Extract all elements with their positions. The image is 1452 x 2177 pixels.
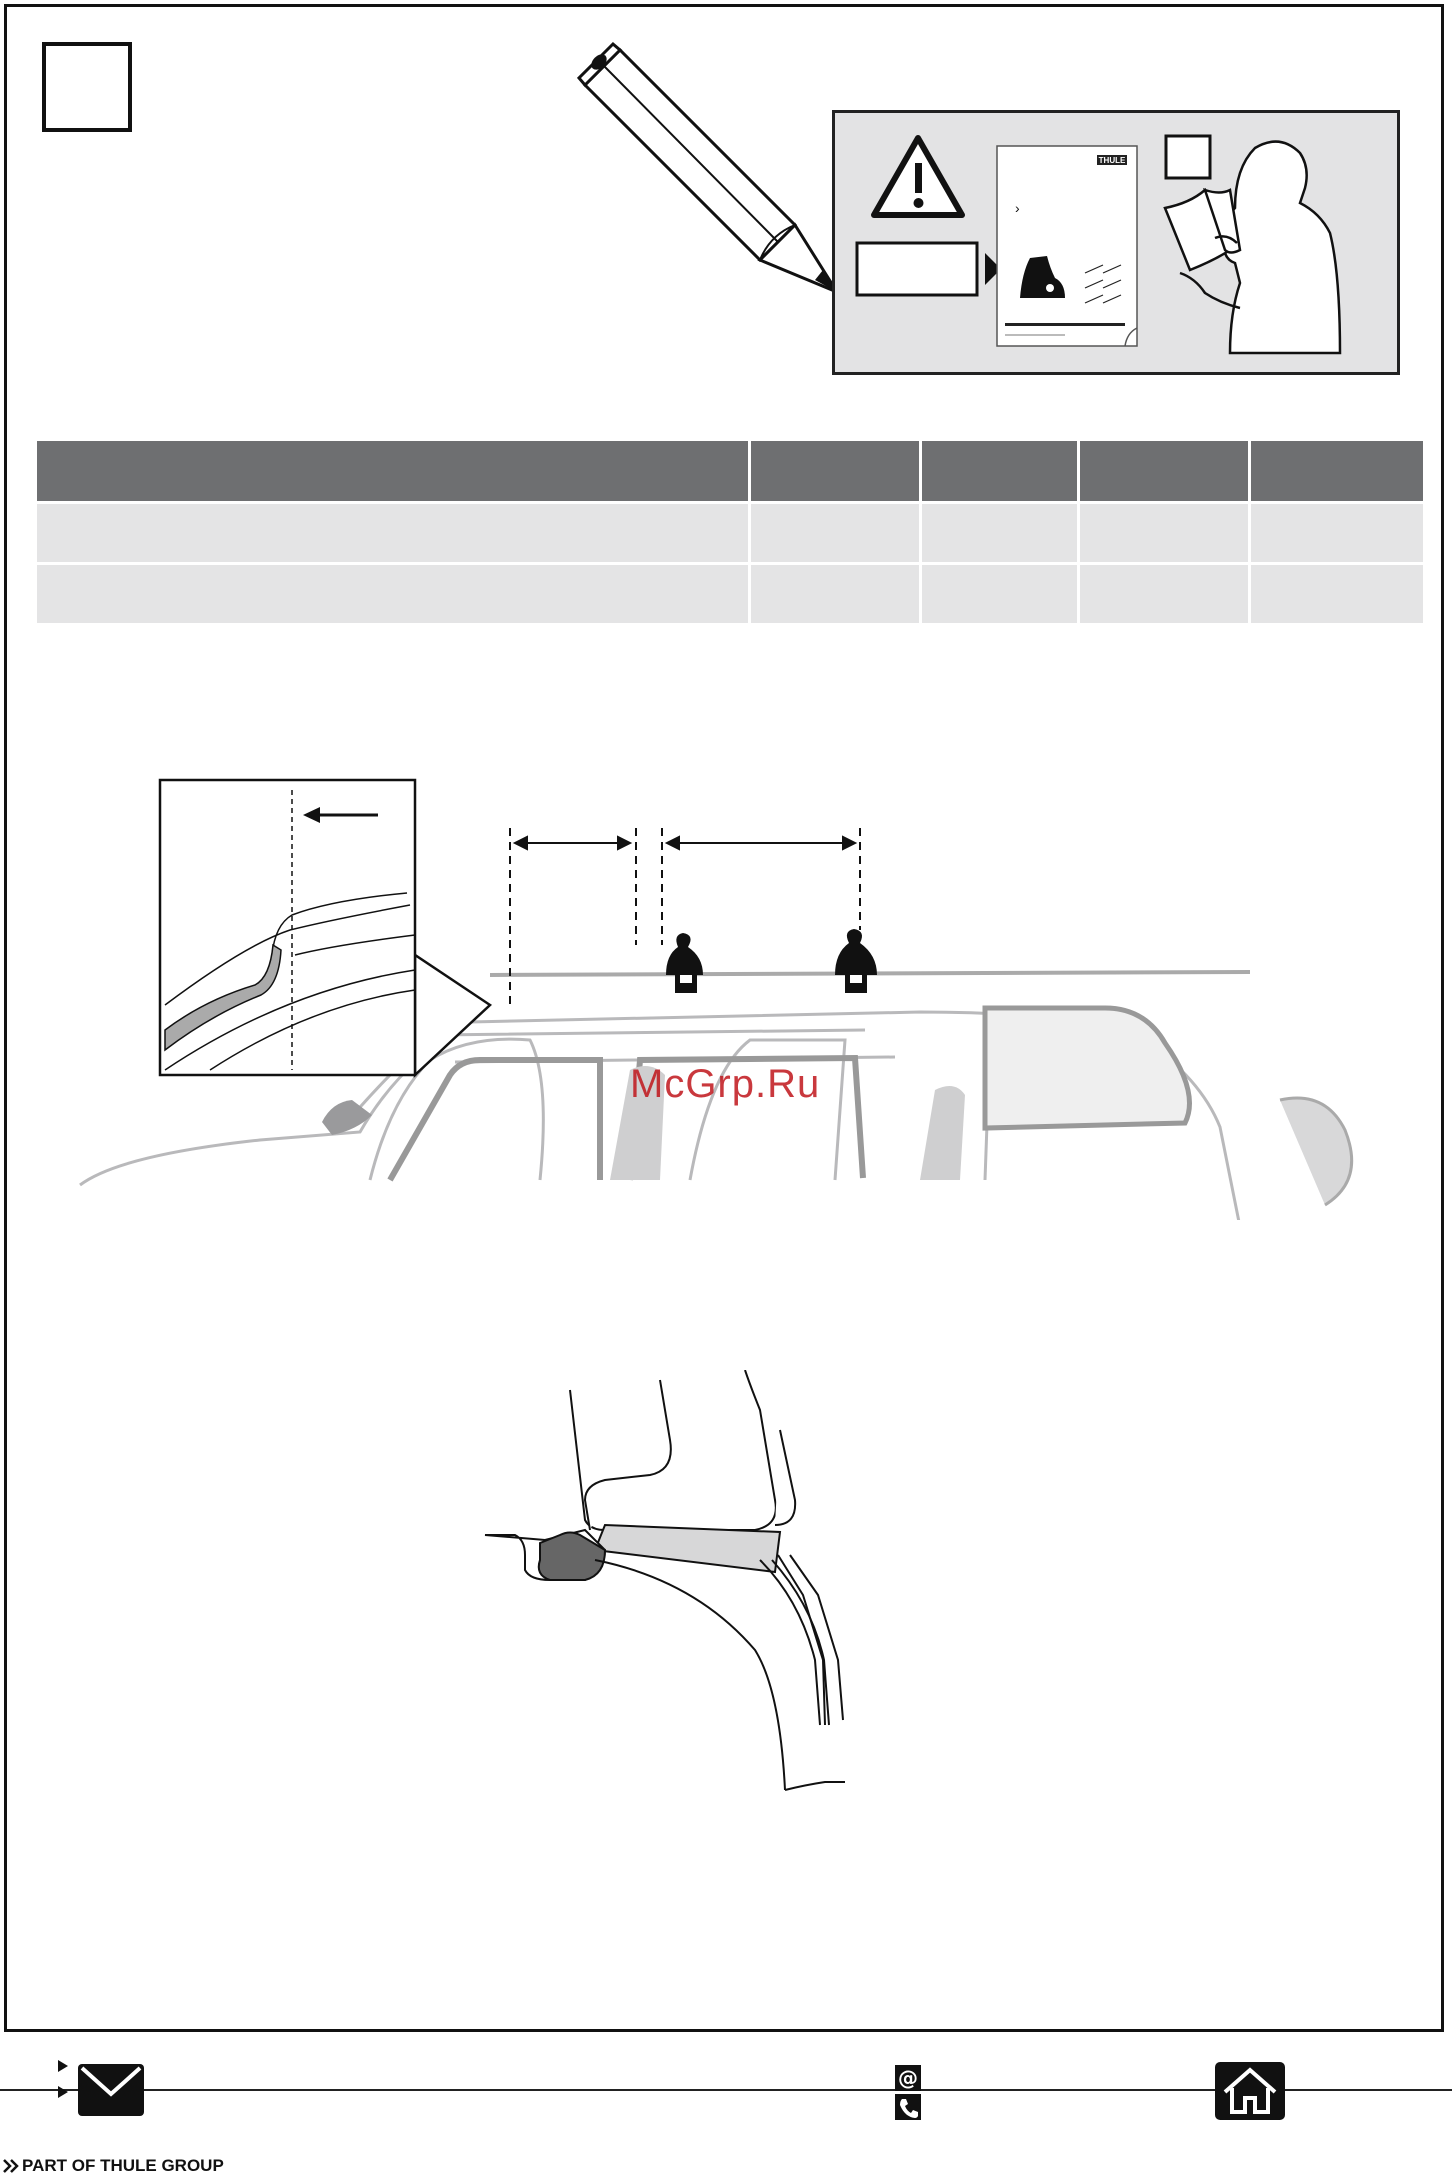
mail-icon bbox=[78, 2064, 144, 2116]
table-cell bbox=[37, 565, 748, 623]
table-header-cell bbox=[751, 441, 919, 501]
svg-text:@: @ bbox=[898, 2066, 918, 2090]
label-box bbox=[857, 243, 977, 295]
table-row bbox=[37, 504, 1423, 562]
warning-icon bbox=[874, 138, 962, 215]
watermark-text: McGrp.Ru bbox=[630, 1062, 821, 1106]
table-cell bbox=[37, 504, 748, 562]
table-header-cell bbox=[1251, 441, 1423, 501]
vehicle-fit-table bbox=[34, 438, 1426, 626]
table-cell bbox=[922, 565, 1077, 623]
instruction-card bbox=[997, 146, 1137, 346]
roof-foot-icon bbox=[666, 929, 877, 993]
instruction-panel bbox=[832, 110, 1400, 375]
table-row bbox=[37, 565, 1423, 623]
table-header-cell bbox=[1080, 441, 1248, 501]
table-cell bbox=[1251, 504, 1423, 562]
instruction-illustration bbox=[835, 113, 1397, 372]
pencil-icon bbox=[575, 30, 845, 300]
table-header-cell bbox=[922, 441, 1077, 501]
car-roof-illustration bbox=[70, 770, 1370, 1220]
step-number-box bbox=[42, 42, 132, 132]
table-cell bbox=[751, 504, 919, 562]
table-header-row bbox=[37, 441, 1423, 501]
chevron-right-icon bbox=[55, 2084, 71, 2100]
inset-detail bbox=[160, 780, 490, 1075]
table-cell bbox=[1080, 565, 1248, 623]
table-cell bbox=[1080, 504, 1248, 562]
svg-text:›: › bbox=[1015, 200, 1020, 216]
home-icon bbox=[1215, 2062, 1285, 2120]
chevron-right-icon bbox=[55, 2058, 71, 2074]
thule-chevron-icon bbox=[2, 2158, 20, 2174]
footer-tagline: PART OF THULE GROUP bbox=[22, 2156, 224, 2175]
table-cell bbox=[922, 504, 1077, 562]
email-at-icon bbox=[895, 2065, 921, 2091]
table-cell bbox=[1251, 565, 1423, 623]
phone-icon bbox=[895, 2094, 921, 2120]
table-header-cell bbox=[37, 441, 748, 501]
card-brand: THULE bbox=[1098, 156, 1126, 165]
foot-closeup-illustration bbox=[480, 1370, 880, 1800]
table-cell bbox=[751, 565, 919, 623]
